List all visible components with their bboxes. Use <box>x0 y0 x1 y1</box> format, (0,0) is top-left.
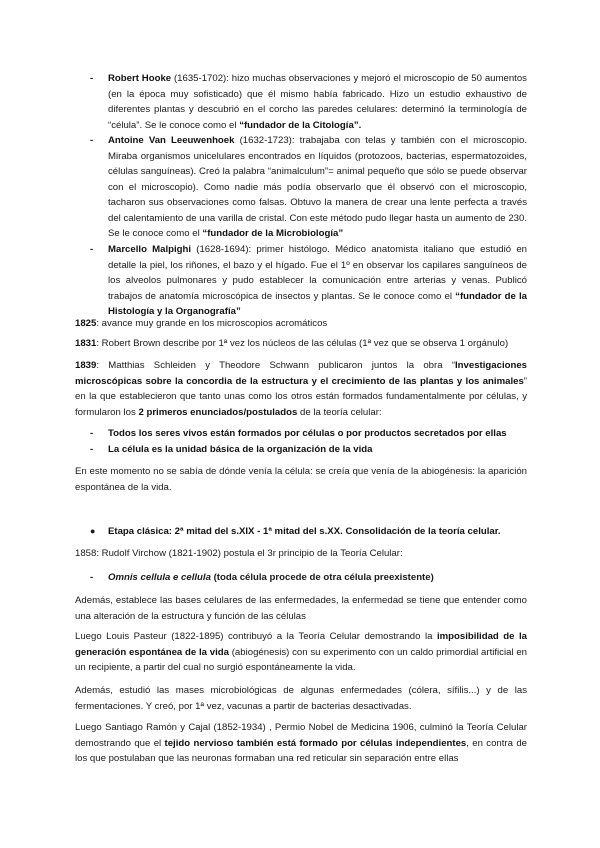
dash-marker: - <box>90 244 94 255</box>
postulates-label: 2 primeros enunciados/postulados <box>138 406 298 418</box>
year-1831: 1831 <box>75 338 97 349</box>
paragraph-masses: Además, estudió las mases microbiológicas de algunas enfermedades (cólera, sífilis...) y de las fermentaciones. Y creó, por 1ª vez, vacunas a partir de bacterias desactivadas. <box>75 685 527 712</box>
hooke-title: “fundador de la Citología”. <box>239 119 362 131</box>
paragraph-1839 <box>75 358 527 420</box>
list-item-postulate-1 <box>90 426 527 442</box>
section-title: Etapa clásica: 2ª mitad del s.XIX - 1ª mitad del s.XX. Consolidación de la teoría celular. <box>108 526 501 537</box>
postulate-text: Todos los seres vivos están formados por células o por productos secretados por ellas <box>108 428 507 439</box>
postulate-text: La célula es la unidad básica de la organización de la vida <box>108 444 373 455</box>
text-1839-c: de la teoría celular: <box>297 406 382 418</box>
dash-marker: - <box>90 428 94 439</box>
text-1825: : avance muy grande en los microscopios acromáticos <box>96 318 328 329</box>
pasteur-text-a: Luego Louis Pasteur (1822-1895) contribuyó a la Teoría Celular demostrando la <box>75 631 437 642</box>
paragraph-1825 <box>75 316 527 332</box>
paragraph-virchow: 1858: Rudolf Virchow (1821-1902) postula el 3r principio de la Teoría Celular: <box>75 548 403 559</box>
work-title: Investigaciones microscópicas sobre la concordia de la estructura y el crecimiento de las plantas y los animales <box>75 360 527 387</box>
leeuwenhoek-name: Antoine Van Leeuwenhoek <box>108 135 235 146</box>
paragraph-1831 <box>75 336 527 352</box>
list-item-malpighi <box>90 242 527 320</box>
cajal-bold: tejido nervioso también está formado por células independientes <box>164 737 467 749</box>
text-1839-a: : Matthias Schleiden y Theodore Schwann publicaron juntos la obra “ <box>96 360 456 371</box>
list-item-postulate-2 <box>90 442 527 458</box>
text-1839-b: ” en la que establecieron que tanto unas como los otros están formados fundamentalmente por células, y formularon los <box>75 375 527 418</box>
omnis-text: (toda célula procede de otra célula preexistente) <box>210 572 434 583</box>
cajal-text-b: , en contra de los que postulaban que las neuronas formaban una red reticular sin separación entre ellas <box>75 737 527 764</box>
paragraph-cajal <box>75 720 527 767</box>
dash-marker: - <box>90 73 94 84</box>
malpighi-title: “fundador de la Histología y la Organografía” <box>108 290 528 317</box>
dash-marker: - <box>90 135 94 146</box>
omnis-latin: Omnis cellula e cellula <box>108 572 211 583</box>
list-item-hooke <box>90 71 527 133</box>
leeuwenhoek-text: (1632-1723): trabajaba con telas y también con el microscopio. Miraba organismos unicelulares encontrados en líquidos (protozoos, bacterias, espermatozoides, células sanguíneas). Creó la palabra “animalculum”= animal pequeño que sólo se puede observar con el microscopio). Como nadie más podía observarlo que él observó con el microscopio, tacharon sus observaciones como falsas. Obtuvo la manera de crear una lente perfecta a través del calentamiento de una varilla de cristal. Con este método pudo llegar hasta un aumento de 230. Se le conoce como el <box>108 135 527 239</box>
dash-marker: - <box>90 572 94 583</box>
paragraph-bases: Además, establece las bases celulares de las enfermedades, la enfermedad se tiene que entender como una alteración de la estructura y función de las células <box>75 595 527 622</box>
hooke-text: (1635-1702): hizo muchas observaciones y mejoró el microscopio de 50 aumentos (en la época muy sofisticado) que él mismo había fabricado. Hizo un estudio exhaustivo de diferentes plantas y descubrió en el corcho las paredes celulares: determinó la terminología de “célula”. Se le conoce como el <box>108 73 527 131</box>
pasteur-text-b: (abiogénesis) con su experimento con un caldo primordial artificial en un recipiente, a partir del cual no surgió espontáneamente la vida. <box>75 646 528 673</box>
malpighi-name: Marcello Malpighi <box>108 244 192 255</box>
list-item-omnis <box>90 570 527 586</box>
cajal-text-a: Luego Santiago Ramón y Cajal (1852-1934) , Permio Nobel de Medicina 1906, culminó la Teoría Celular demostrando que el <box>75 722 527 749</box>
malpighi-text: (1628-1694): primer histólogo. Médico anatomista italiano que estudió en detalle la piel, los riñones, el bazo y el hígado. Fue el 1º en observar los capilares sanguíneos de los alveolos pulmonares y pudo establecer la comunicación entre arterias y venas. Publicó trabajos de anatomía microscópica de insectos y plantas. Se le conoce como el <box>108 244 527 302</box>
dash-marker: - <box>90 444 94 455</box>
pasteur-bold: imposibilidad de la generación espontánea de la vida <box>75 631 527 658</box>
leeuwenhoek-title: “fundador de la Microbiología” <box>202 228 344 239</box>
bullet-icon: ● <box>90 526 96 536</box>
section-heading <box>90 524 527 540</box>
paragraph-abiogenesis: En este momento no se sabía de dónde venía la célula: se creía que venía de la abiogénesis: la aparición espontánea de la vida. <box>75 466 527 493</box>
paragraph-pasteur <box>75 629 527 676</box>
year-1825: 1825 <box>75 318 97 329</box>
hooke-name: Robert Hooke <box>108 73 172 84</box>
text-1831: : Robert Brown describe por 1ª vez los núcleos de las células (1ª vez que se observa 1 orgánulo) <box>96 338 509 349</box>
list-item-leeuwenhoek <box>90 133 527 242</box>
year-1839: 1839 <box>75 360 97 371</box>
